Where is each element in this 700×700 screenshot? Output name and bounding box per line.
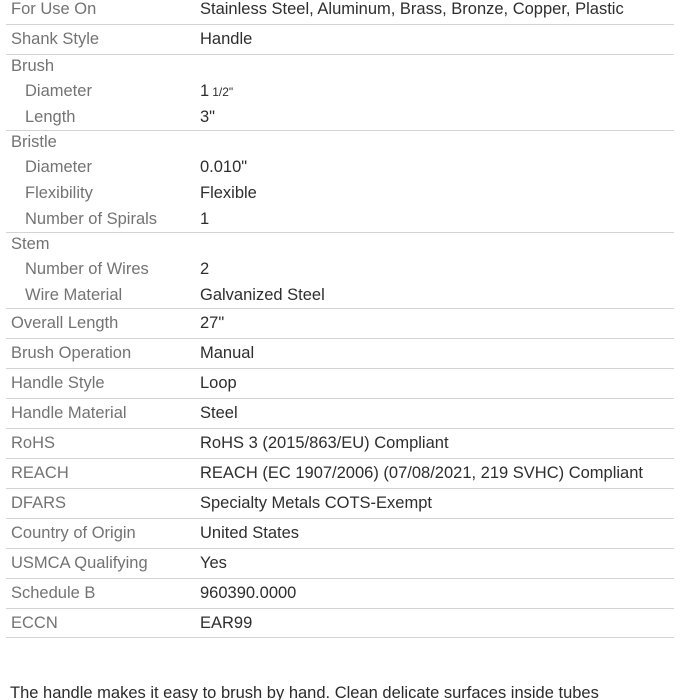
spec-label: Number of Wires [25, 259, 149, 278]
spec-label: Brush Operation [11, 344, 132, 362]
spec-label: Overall Length [11, 314, 119, 332]
spec-group-label: Stem [11, 235, 50, 253]
spec-value-whole: 1 [200, 81, 210, 100]
spec-value: Steel [200, 404, 238, 422]
spec-label: Number of Spirals [25, 209, 158, 228]
spec-row-number-of-wires [6, 256, 674, 282]
spec-value [200, 82, 233, 101]
spec-label: Length [25, 107, 76, 126]
spec-label: REACH [11, 464, 69, 482]
spec-value: RoHS 3 (2015/863/EU) Compliant [200, 434, 449, 452]
spec-label: Schedule B [11, 584, 96, 602]
spec-row-handle-material [6, 398, 674, 428]
spec-value: 27" [200, 314, 225, 332]
spec-row-rohs [6, 428, 674, 458]
spec-label: DFARS [11, 494, 67, 512]
spec-row-handle-style [6, 368, 674, 398]
spec-label: Wire Material [25, 285, 123, 304]
spec-group-brush [6, 54, 674, 78]
spec-label: ECCN [11, 613, 58, 632]
spec-value: 960390.0000 [200, 584, 297, 602]
spec-row-brush-operation [6, 338, 674, 368]
spec-row-eccn [6, 608, 674, 638]
spec-row-schedule-b [6, 578, 674, 608]
spec-group-stem [6, 232, 674, 256]
spec-value: 1 [200, 209, 210, 228]
spec-label: Country of Origin [11, 524, 136, 542]
spec-label: Shank Style [11, 30, 100, 48]
spec-value: 0.010" [200, 157, 248, 176]
spec-row-dfars [6, 488, 674, 518]
spec-value: United States [200, 524, 300, 542]
spec-label: For Use On [11, 0, 97, 18]
spec-row-usmca-qualifying [6, 548, 674, 578]
spec-label: USMCA Qualifying [11, 554, 148, 572]
spec-group-bristle [6, 130, 674, 154]
product-description: The handle makes it easy to brush by hand. Clean delicate surfaces inside tubes [10, 684, 599, 700]
spec-row-reach [6, 458, 674, 488]
spec-row-country-of-origin [6, 518, 674, 548]
spec-row-wire-material [6, 282, 674, 308]
spec-row-number-of-spirals [6, 206, 674, 232]
specifications-table [6, 0, 674, 638]
spec-row-bristle-diameter [6, 154, 674, 180]
spec-value: Handle [200, 30, 253, 48]
spec-label: Diameter [25, 81, 92, 100]
spec-label: Handle Style [11, 374, 105, 392]
spec-value: Galvanized Steel [200, 285, 325, 304]
spec-value: Stainless Steel, Aluminum, Brass, Bronze, Copper, Plastic [200, 0, 624, 18]
spec-row-brush-length [6, 104, 674, 130]
spec-label: Diameter [25, 157, 92, 176]
spec-row-brush-diameter [6, 78, 674, 104]
spec-value: Manual [200, 344, 255, 362]
spec-value: 3" [200, 107, 216, 126]
spec-value: Loop [200, 374, 237, 392]
spec-label: Handle Material [11, 404, 127, 422]
spec-group-label: Brush [11, 57, 55, 75]
spec-value: Flexible [200, 183, 257, 202]
spec-value: REACH (EC 1907/2006) (07/08/2021, 219 SVHC) Compliant [200, 464, 643, 482]
spec-group-label: Bristle [11, 133, 57, 151]
spec-row-shank-style [6, 24, 674, 54]
spec-label: RoHS [11, 434, 56, 452]
spec-value: 2 [200, 259, 210, 278]
spec-row-overall-length [6, 308, 674, 338]
spec-row-bristle-flexibility [6, 180, 674, 206]
spec-value: Yes [200, 554, 227, 572]
spec-value: Specialty Metals COTS-Exempt [200, 494, 432, 512]
spec-row-for-use-on [6, 0, 674, 24]
spec-label: Flexibility [25, 183, 93, 202]
spec-value-fraction: 1/2" [212, 84, 234, 99]
spec-value: EAR99 [200, 613, 253, 632]
